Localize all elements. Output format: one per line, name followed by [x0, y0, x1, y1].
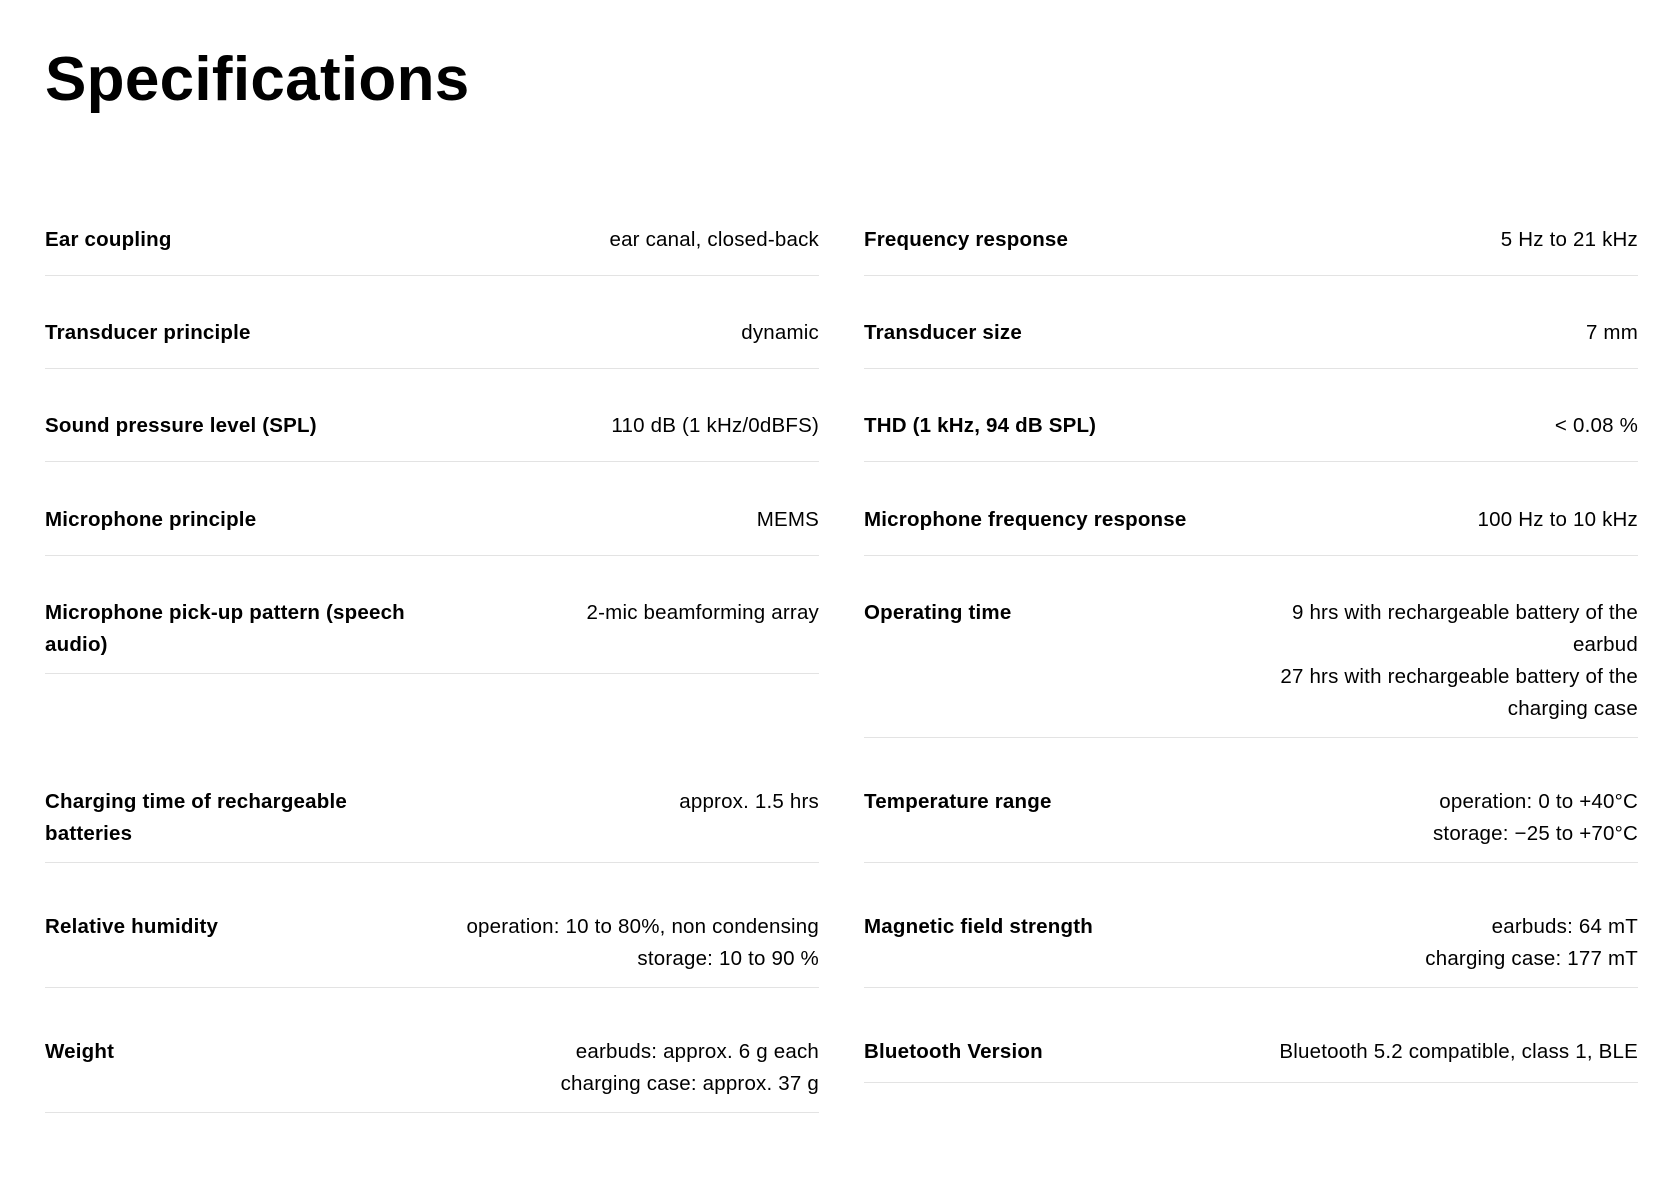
spec-label: THD (1 kHz, 94 dB SPL): [864, 414, 1097, 437]
spec-label: Relative humidity: [45, 915, 219, 938]
spec-value: 5 Hz to 21 kHz: [1500, 228, 1638, 251]
spec-item: [864, 504, 1638, 556]
spec-item: [45, 504, 819, 556]
spec-label: Microphone principle: [45, 508, 257, 531]
spec-value: 110 dB (1 kHz/0dBFS): [611, 414, 819, 437]
page-title: Specifications: [45, 45, 470, 114]
spec-value: dynamic: [741, 321, 819, 344]
spec-label: Microphone pick-up pattern (speech audio): [45, 601, 405, 656]
spec-item: [864, 597, 1638, 738]
spec-label: Transducer principle: [45, 321, 251, 344]
spec-value: operation: 0 to +40°C storage: −25 to +70°C: [1432, 790, 1638, 845]
spec-item: [864, 410, 1638, 462]
spec-item: [864, 786, 1638, 863]
spec-label: Weight: [45, 1040, 115, 1063]
spec-item: [45, 1036, 819, 1113]
spec-item: [45, 317, 819, 369]
spec-label: Charging time of rechargeable batteries: [45, 790, 347, 845]
spec-value: MEMS: [756, 508, 819, 531]
spec-value: 100 Hz to 10 kHz: [1477, 508, 1638, 531]
spec-value: earbuds: 64 mT charging case: 177 mT: [1425, 915, 1638, 970]
spec-value: operation: 10 to 80%, non condensing storage: 10 to 90 %: [466, 915, 819, 970]
spec-label: Frequency response: [864, 228, 1069, 251]
spec-item: [864, 317, 1638, 369]
spec-label: Microphone frequency response: [864, 508, 1187, 531]
spec-value: 7 mm: [1585, 321, 1638, 344]
spec-label: Sound pressure level (SPL): [45, 414, 317, 437]
spec-item: [864, 224, 1638, 276]
spec-value: < 0.08 %: [1554, 414, 1638, 437]
spec-value: 2-mic beamforming array: [586, 601, 819, 624]
spec-item: [864, 911, 1638, 988]
spec-item: [45, 911, 819, 988]
spec-value: 9 hrs with rechargeable battery of the earbud 27 hrs with rechargeable battery of the charging case: [1280, 601, 1638, 720]
spec-value: earbuds: approx. 6 g each charging case: approx. 37 g: [560, 1040, 819, 1095]
spec-item: [864, 1036, 1638, 1083]
spec-value: ear canal, closed-back: [609, 228, 819, 251]
spec-value: approx. 1.5 hrs: [679, 790, 819, 813]
spec-value: Bluetooth 5.2 compatible, class 1, BLE: [1279, 1040, 1638, 1063]
spec-item: [45, 410, 819, 462]
spec-item: [45, 786, 819, 863]
spec-label: Bluetooth Version: [864, 1040, 1043, 1063]
spec-label: Transducer size: [864, 321, 1022, 344]
spec-label: Temperature range: [864, 790, 1052, 813]
spec-item: [45, 597, 819, 674]
spec-label: Ear coupling: [45, 228, 172, 251]
spec-label: Magnetic field strength: [864, 915, 1093, 938]
spec-label: Operating time: [864, 601, 1012, 624]
spec-item: [45, 224, 819, 276]
